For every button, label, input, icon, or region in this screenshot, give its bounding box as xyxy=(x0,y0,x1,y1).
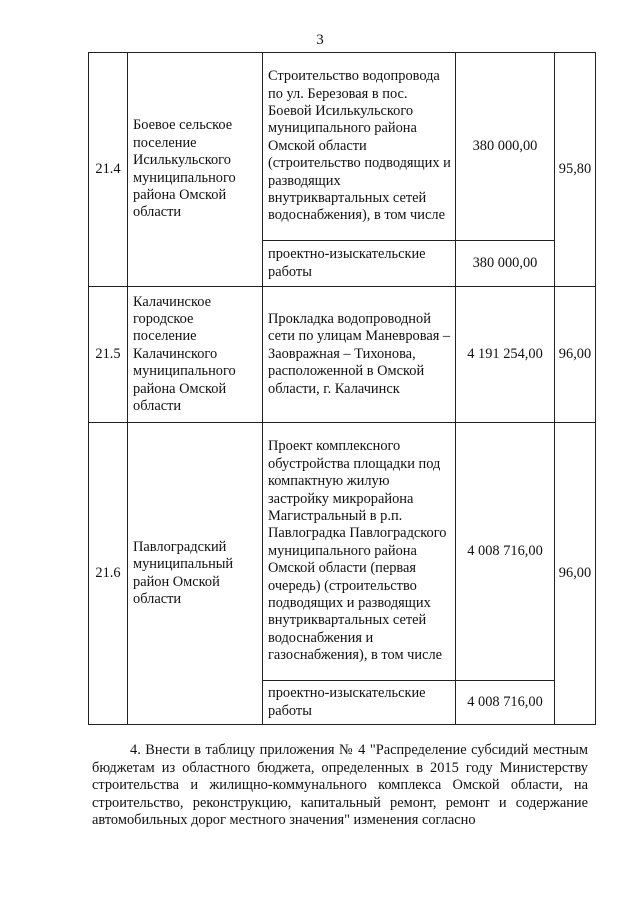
percent-cell: 96,00 xyxy=(555,287,596,423)
row-number: 21.6 xyxy=(89,423,128,725)
object-cell: проектно-изыскательские работы xyxy=(263,241,456,287)
object-cell: проектно-изыскательские работы xyxy=(263,681,456,725)
table-row xyxy=(89,53,596,241)
table-row xyxy=(89,287,596,423)
amount-cell: 380 000,00 xyxy=(456,53,555,241)
row-number: 21.4 xyxy=(89,53,128,287)
amount-cell: 4 008 716,00 xyxy=(456,423,555,681)
row-number: 21.5 xyxy=(89,287,128,423)
object-cell: Прокладка водопроводной сети по улицам Маневровая – Заовражная – Тихонова, расположенной в Омской области, г. Калачинск xyxy=(263,287,456,423)
municipality-cell: Павлоградский муниципальный район Омской области xyxy=(128,423,263,725)
object-cell: Проект комплексного обустройства площадки под компактную жилую застройку микрорайона Магистральный в р.п. Павлоградка Павлоградского муниципального района Омской области (первая очередь) (строительство подводящих и разводящих внутриквартальных сетей водоснабжения и газоснабжения), в том числе xyxy=(263,423,456,681)
subsidy-table xyxy=(88,52,596,725)
percent-cell: 96,00 xyxy=(555,423,596,725)
amount-cell: 4 191 254,00 xyxy=(456,287,555,423)
amount-cell: 4 008 716,00 xyxy=(456,681,555,725)
page-number: 3 xyxy=(316,32,324,48)
percent-cell: 95,80 xyxy=(555,53,596,287)
table-row xyxy=(89,423,596,681)
object-cell: Строительство водопровода по ул. Березовая в пос. Боевой Исилькульского муниципального района Омской области (строительство подводящих и разводящих внутриквартальных сетей водоснабжения), в том числе xyxy=(263,53,456,241)
municipality-cell: Боевое сельское поселение Исилькульского муниципального района Омской области xyxy=(128,53,263,287)
body-paragraph: 4. Внести в таблицу приложения № 4 "Распределение субсидий местным бюджетам из областного бюджета, определенных в 2015 году Министерству строительства и жилищно-коммунального комплекса Омской области, на строительство, реконструкцию, капитальный ремонт, ремонт и содержание автомобильных дорог местного значения" изменения согласно xyxy=(92,742,588,828)
amount-cell: 380 000,00 xyxy=(456,241,555,287)
municipality-cell: Калачинское городское поселение Калачинского муниципального района Омской области xyxy=(128,287,263,423)
